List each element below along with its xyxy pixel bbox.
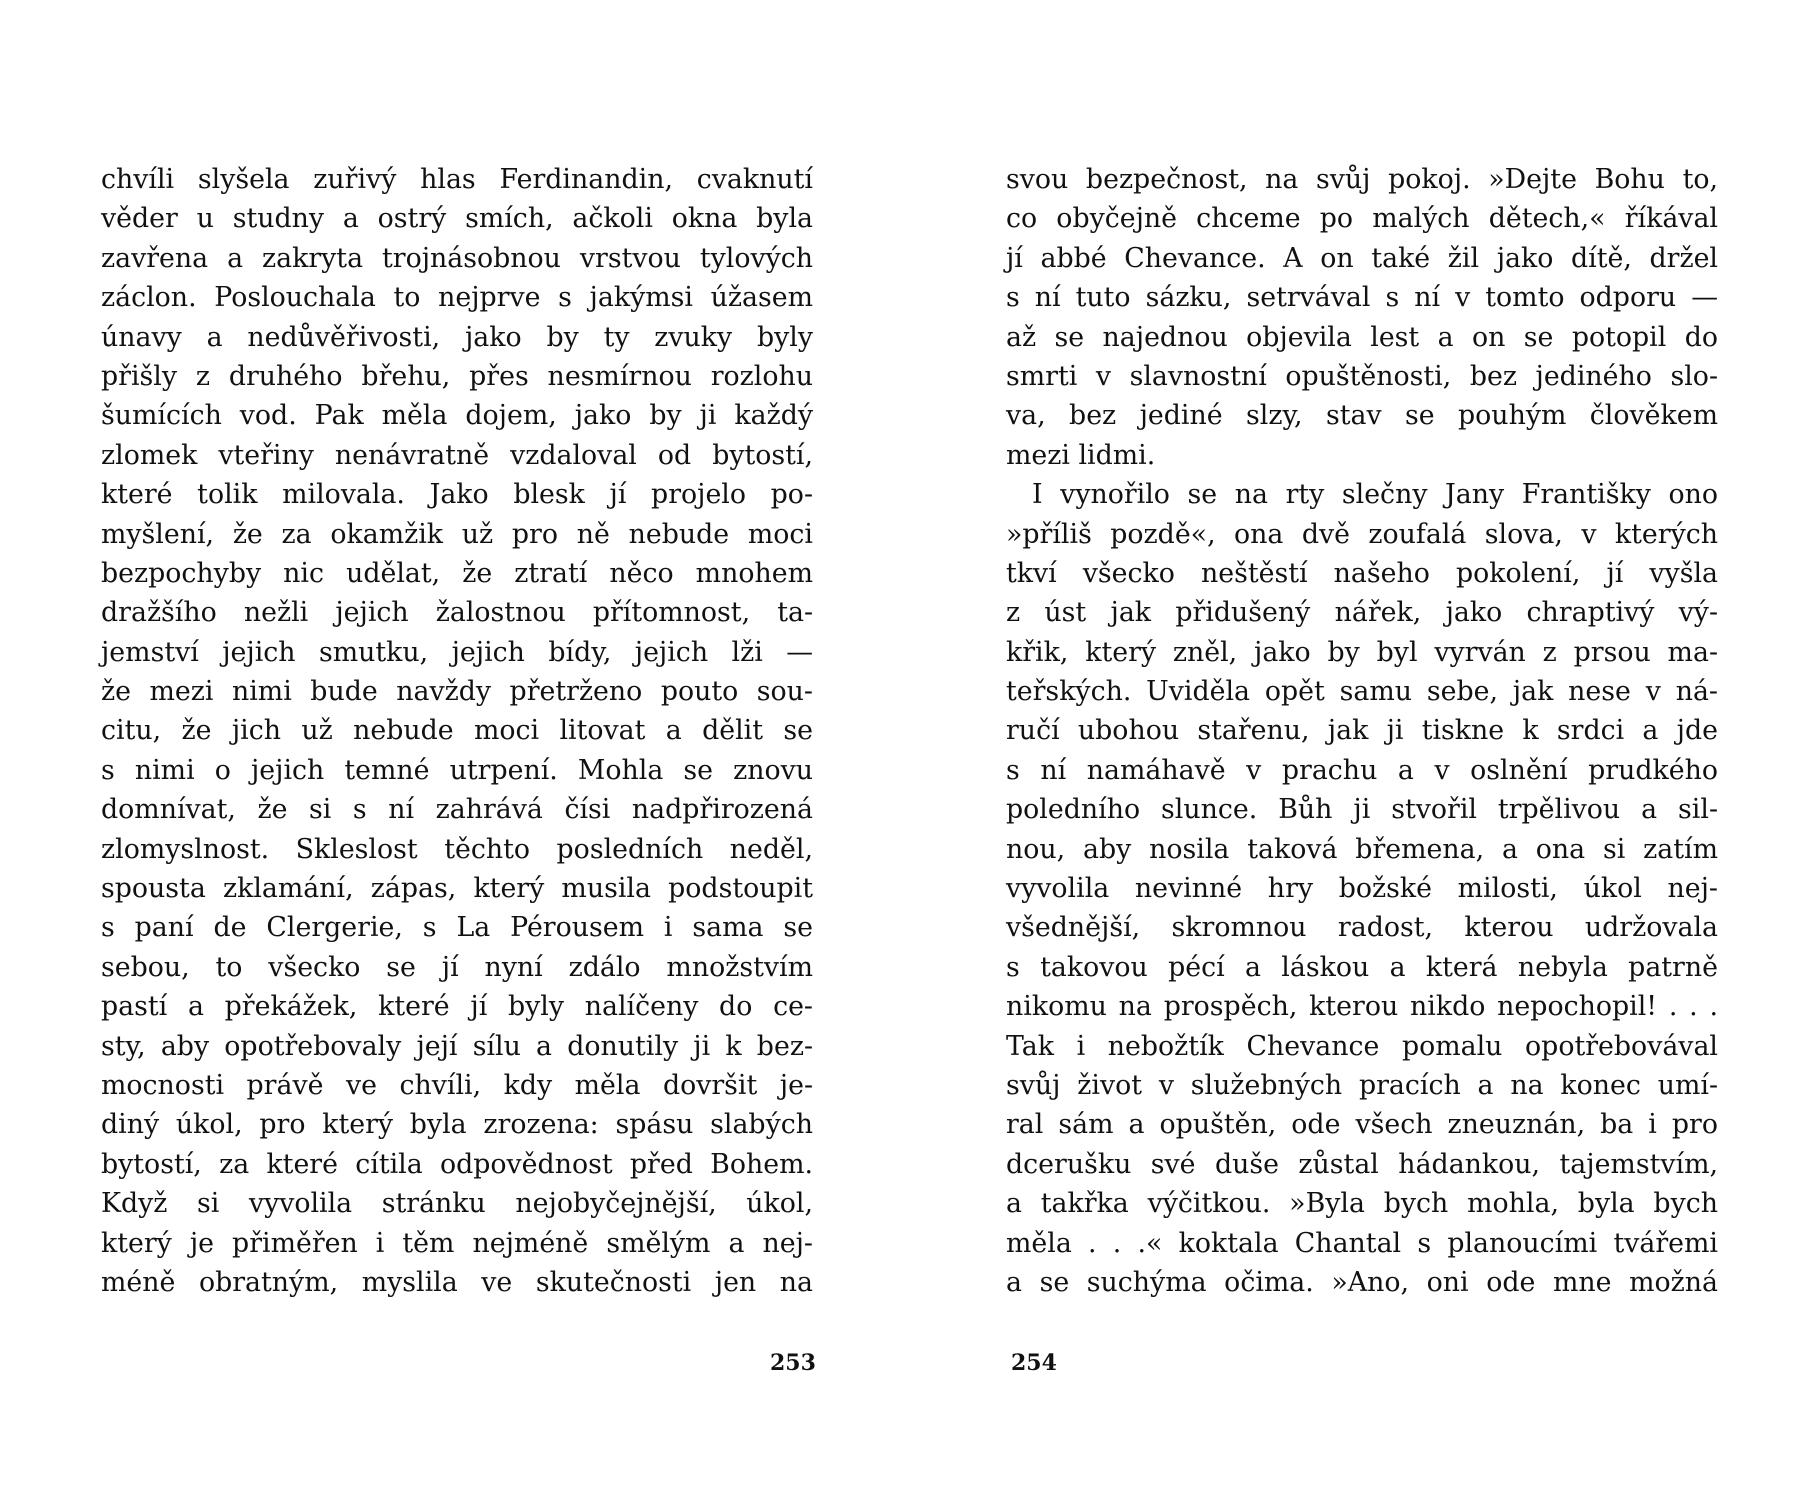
text-line: že mezi nimi bude navždy přetrženo pouto sou- — [101, 676, 813, 708]
text-line: méně obratným, myslila ve skutečnosti jen na — [101, 1266, 813, 1298]
text-line: dcerušku své duše zůstal hádankou, tajemstvím, — [1006, 1148, 1718, 1180]
page-number-left: 253 — [770, 1350, 816, 1376]
text-line: přišly z druhého břehu, přes nesmírnou rozlohu — [101, 360, 813, 392]
text-line: věder u studny a ostrý smích, ačkoli okna byla — [101, 203, 813, 235]
text-line: s paní de Clergerie, s La Pérousem i sama se — [101, 912, 813, 944]
text-line: jemství jejich smutku, jejich bídy, jejich lži — — [101, 636, 813, 668]
text-line: domnívat, že si s ní zahrává čísi nadpřirozená — [101, 794, 813, 826]
text-line: mezi lidmi. — [1006, 439, 1156, 471]
right-page-text — [1006, 160, 1718, 1302]
text-line: záclon. Poslouchala to nejprve s jakýmsi úžasem — [101, 282, 813, 314]
text-line: dražšího nežli jejich žalostnou přítomnost, ta- — [101, 597, 813, 629]
text-line: tkví všecko neštěstí našeho pokolení, jí vyšla — [1006, 557, 1718, 589]
text-line: s ní namáhavě v prachu a v oslnění prudkého — [1006, 754, 1718, 786]
text-line: »příliš pozdě«, ona dvě zoufalá slova, v kterých — [1006, 518, 1718, 550]
left-page — [101, 160, 813, 1302]
text-line: šumících vod. Pak měla dojem, jako by ji každý — [101, 400, 813, 432]
text-line: až se najednou objevila lest a on se potopil do — [1006, 321, 1718, 353]
text-line: ručí ubohou stařenu, jak ji tiskne k srdci a jde — [1006, 715, 1718, 747]
text-line: teřských. Uviděla opět samu sebe, jak nese v ná- — [1006, 676, 1718, 708]
text-line: I vynořilo se na rty slečny Jany Františky ono — [1032, 479, 1718, 511]
text-line: které tolik milovala. Jako blesk jí projelo po- — [101, 479, 813, 511]
text-line: spousta zklamání, zápas, který musila podstoupit — [101, 873, 813, 905]
text-line: všednější, skromnou radost, kterou udržovala — [1006, 912, 1718, 944]
text-line: pastí a překážek, které jí byly nalíčeny do ce- — [101, 991, 813, 1023]
text-line: a se suchýma očima. »Ano, oni ode mne možná — [1006, 1266, 1718, 1298]
text-line: s nimi o jejich temné utrpení. Mohla se znovu — [101, 754, 813, 786]
text-line: zlomyslnost. Skleslost těchto posledních neděl, — [101, 833, 813, 865]
text-line: svou bezpečnost, na svůj pokoj. »Dejte Bohu to, — [1006, 164, 1718, 195]
text-line: Když si vyvolila stránku nejobyčejnější, úkol, — [101, 1188, 813, 1220]
text-line: citu, že jich už nebude moci litovat a dělit se — [101, 715, 813, 747]
text-line: s ní tuto sázku, setrvával s ní v tomto odporu — — [1006, 282, 1718, 314]
text-line: nikomu na prospěch, kterou nikdo nepochopil! . . . — [1006, 991, 1718, 1023]
text-line: chvíli slyšela zuřivý hlas Ferdinandin, cvaknutí — [101, 164, 813, 195]
text-line: únavy a nedůvěřivosti, jako by ty zvuky byly — [101, 321, 813, 353]
text-line: bytostí, za které cítila odpovědnost před Bohem. — [101, 1148, 813, 1180]
text-line: měla . . .« koktala Chantal s planoucími tvářemi — [1006, 1227, 1718, 1259]
right-page — [1006, 160, 1718, 1302]
text-line: sty, aby opotřebovaly její sílu a donutily ji k bez- — [101, 1030, 813, 1062]
page-number-right: 254 — [1011, 1350, 1057, 1376]
text-line: va, bez jediné slzy, stav se pouhým člověkem — [1006, 400, 1718, 432]
text-line: křik, který zněl, jako by byl vyrván z prsou ma- — [1006, 636, 1718, 668]
text-line: zavřena a zakryta trojnásobnou vrstvou tylových — [101, 242, 813, 274]
text-line: jí abbé Chevance. A on také žil jako dítě, držel — [1006, 242, 1718, 274]
text-line: vyvolila nevinné hry božské milosti, úkol nej- — [1006, 873, 1718, 905]
text-line: zlomek vteřiny nenávratně vzdaloval od bytostí, — [101, 439, 813, 471]
text-line: nou, aby nosila taková břemena, a ona si zatím — [1006, 833, 1718, 865]
text-line: sebou, to všecko se jí nyní zdálo množstvím — [101, 951, 813, 983]
text-line: Tak i nebožtík Chevance pomalu opotřebovával — [1006, 1030, 1718, 1062]
text-line: smrti v slavnostní opuštěnosti, bez jediného slo- — [1006, 360, 1718, 392]
text-line: a takřka výčitkou. »Byla bych mohla, byla bych — [1006, 1188, 1718, 1220]
text-line: ral sám a opuštěn, ode všech zneuznán, ba i pro — [1006, 1109, 1718, 1141]
text-line: mocnosti právě ve chvíli, kdy měla dovršit je- — [101, 1069, 813, 1101]
text-line: myšlení, že za okamžik už pro ně nebude moci — [101, 518, 813, 550]
text-line: který je přiměřen i těm nejméně smělým a nej- — [101, 1227, 813, 1259]
text-line: poledního slunce. Bůh ji stvořil trpělivou a sil- — [1006, 794, 1718, 826]
text-line: s takovou pécí a láskou a která nebyla patrně — [1006, 951, 1718, 983]
text-line: z úst jak přidušený nářek, jako chraptivý vý- — [1006, 597, 1718, 629]
text-line: svůj život v služebných pracích a na konec umí- — [1006, 1069, 1718, 1101]
text-line: diný úkol, pro který byla zrozena: spásu slabých — [101, 1109, 813, 1141]
text-line: bezpochyby nic udělat, že ztratí něco mnohem — [101, 557, 813, 589]
left-page-text — [101, 160, 813, 1302]
text-line: co obyčejně chceme po malých dětech,« říkával — [1006, 203, 1718, 235]
